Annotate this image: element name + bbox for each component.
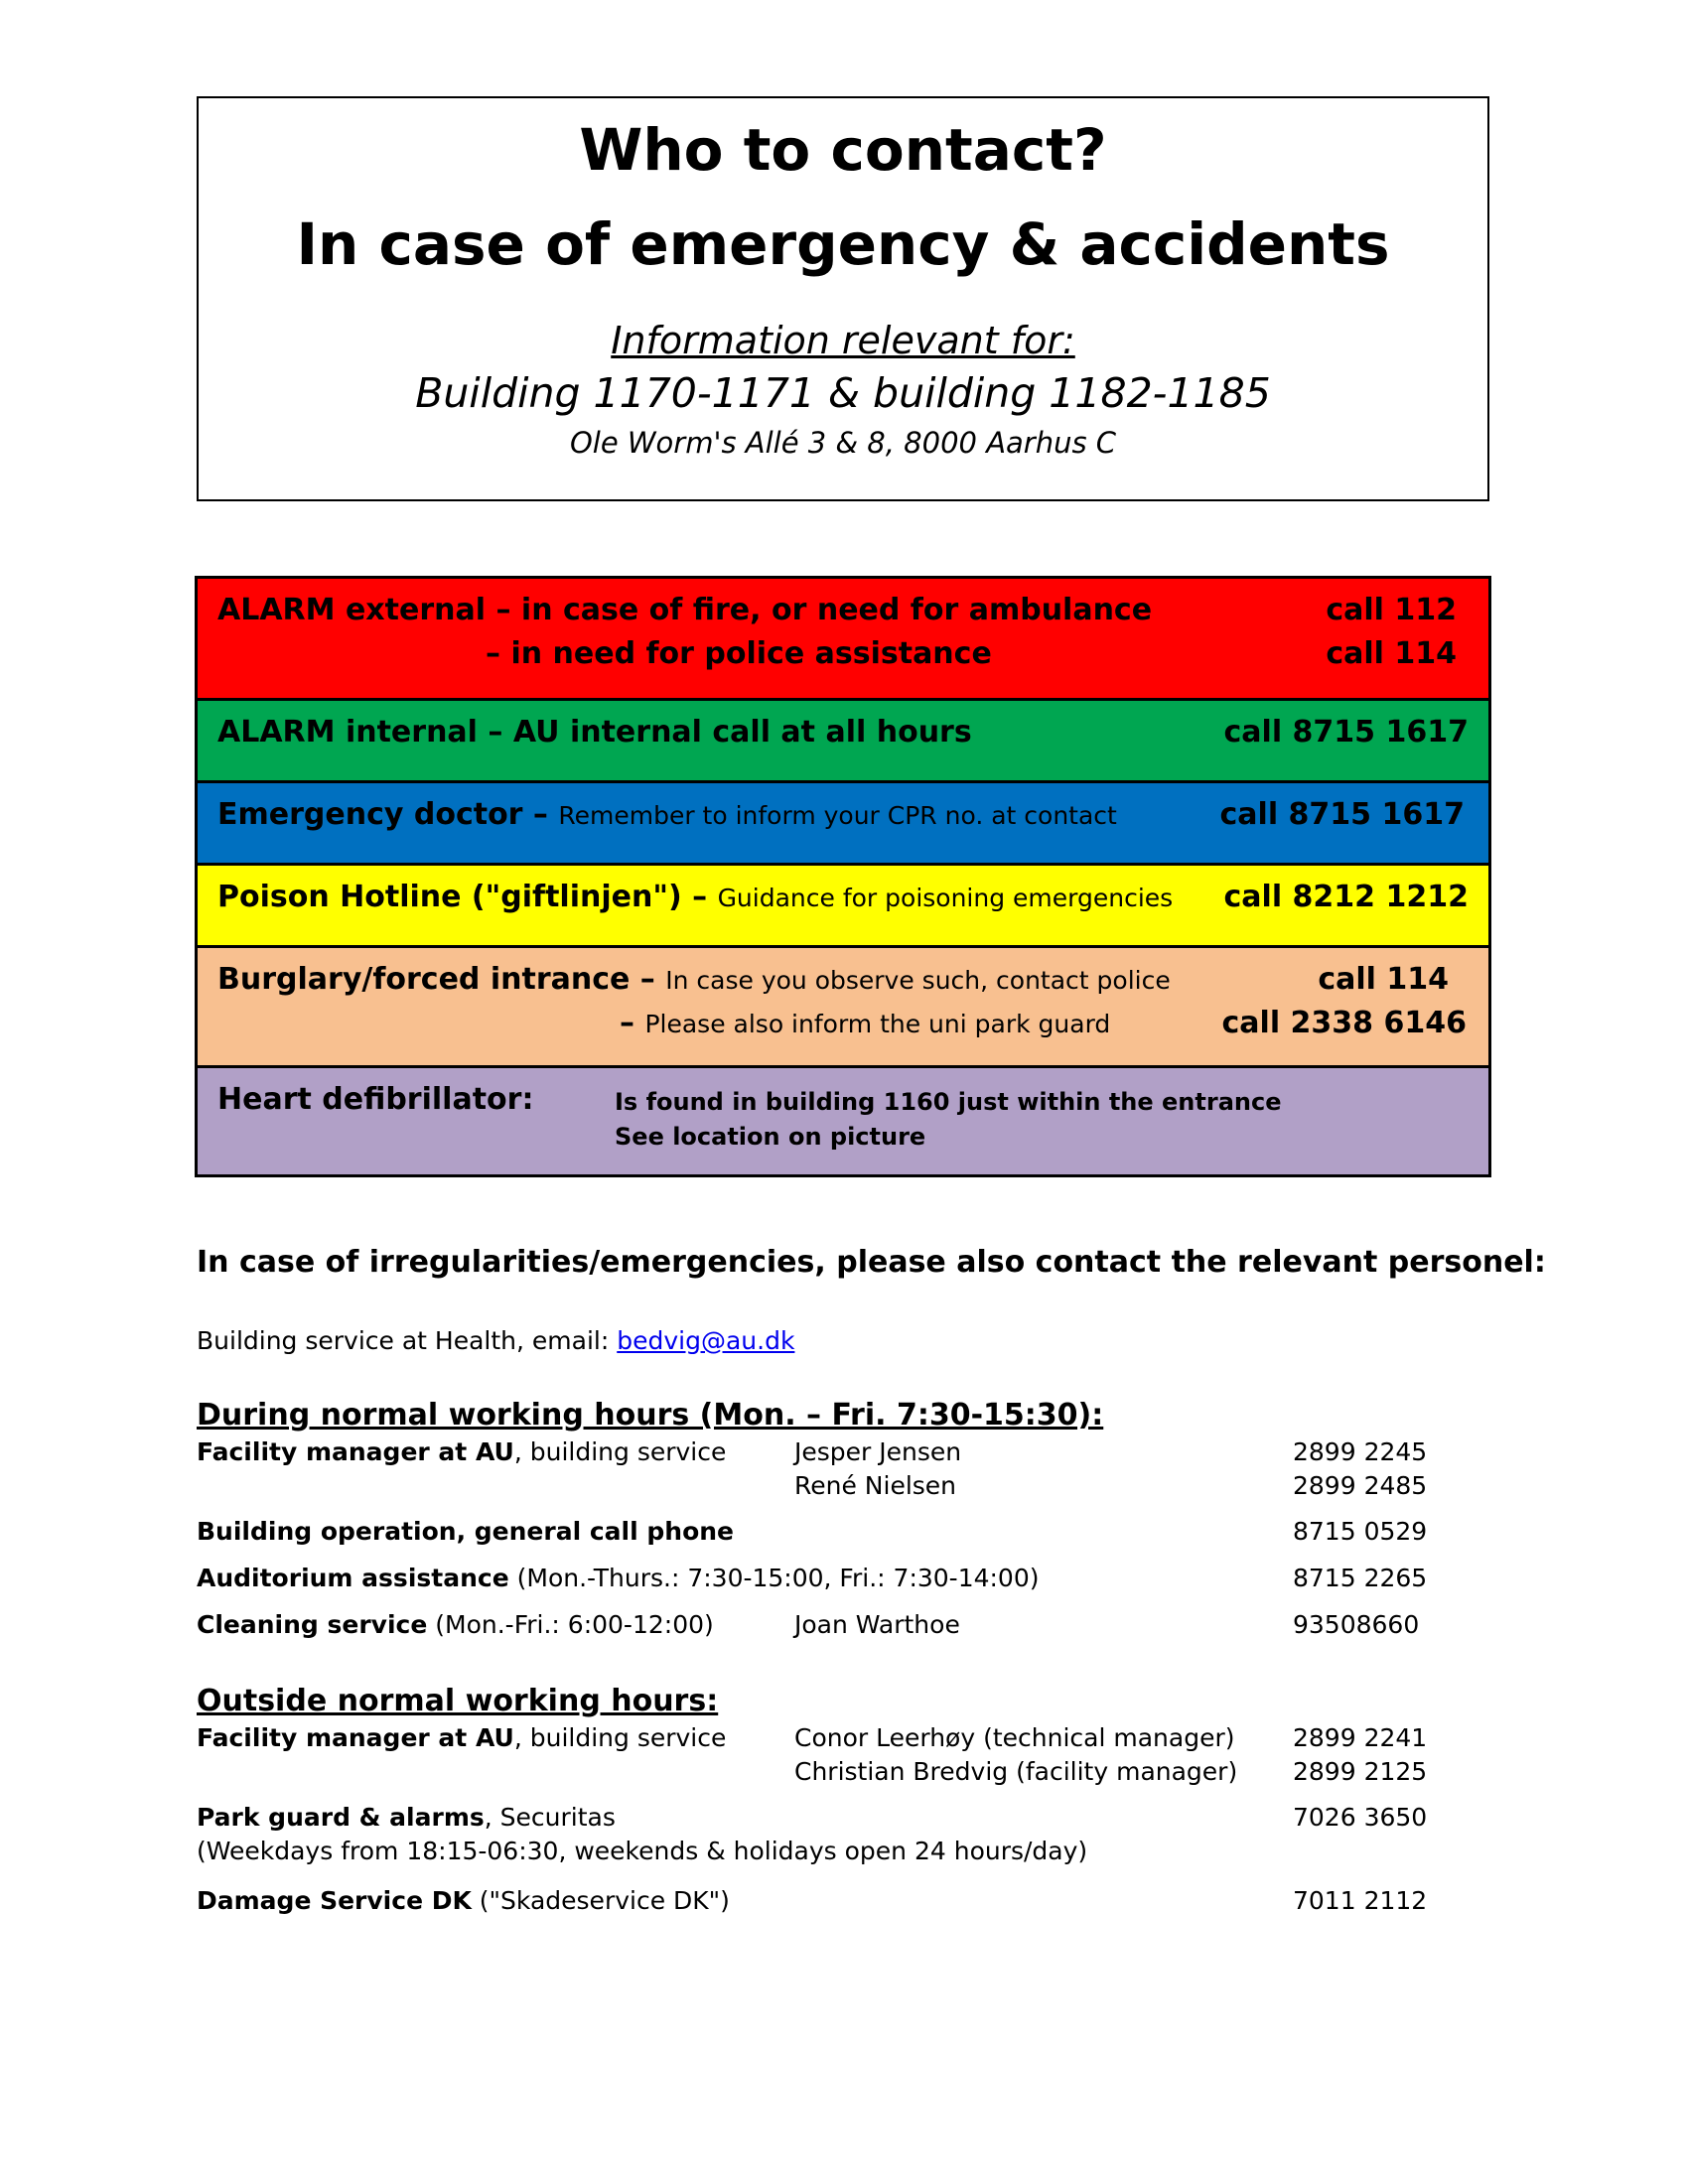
poison-title: Poison Hotline ("giftlinjen") – Guidance for poisoning emergencies — [217, 880, 1174, 914]
row-alarm-external — [198, 579, 1488, 698]
building-service-email-link[interactable]: bedvig@au.dk — [617, 1326, 795, 1355]
burglary-note1: In case you observe such, contact police — [665, 966, 1171, 995]
outside-facility-person2: Christian Bredvig (facility manager) — [794, 1757, 1238, 1786]
defibrillator-location: Is found in building 1160 just within the entrance — [615, 1088, 1282, 1116]
doctor-call: call 8715 1617 — [1219, 797, 1465, 832]
burglary-note2: Please also inform the uni park guard — [644, 1010, 1111, 1038]
park-guard-label: Park guard & alarms, Securitas — [197, 1803, 616, 1832]
normal-facility-label: Facility manager at AU, building service — [197, 1437, 727, 1466]
normal-hours-heading: During normal working hours (Mon. – Fri. 7:30-15:30): — [197, 1398, 1104, 1433]
page-subtitle: In case of emergency & accidents — [296, 210, 1390, 278]
row-alarm-internal — [198, 698, 1488, 780]
poison-call: call 8212 1212 — [1223, 880, 1469, 914]
building-service-line — [197, 1326, 794, 1355]
contacts-heading: In case of irregularities/emergencies, please also contact the relevant personel: — [197, 1245, 1546, 1280]
operation-label: Building operation, general call phone — [197, 1517, 735, 1546]
row-burglary — [198, 945, 1488, 1065]
row-emergency-doctor — [198, 780, 1488, 863]
outside-facility-person1: Conor Leerhøy (technical manager) — [794, 1723, 1235, 1752]
defibrillator-picture-note: See location on picture — [615, 1123, 926, 1151]
normal-facility-phone1: 2899 2245 — [1293, 1437, 1428, 1466]
outside-facility-phone1: 2899 2241 — [1293, 1723, 1428, 1752]
doctor-title: Emergency doctor – Remember to inform your CPR no. at contact — [217, 797, 1117, 832]
auditorium-phone: 8715 2265 — [1293, 1564, 1428, 1592]
outside-facility-phone2: 2899 2125 — [1293, 1757, 1428, 1786]
alarm-internal-call: call 8715 1617 — [1223, 715, 1469, 750]
damage-service-phone: 7011 2112 — [1293, 1886, 1428, 1915]
normal-facility-person2: René Nielsen — [794, 1471, 957, 1500]
alarm-external-line2: – in need for police assistance — [486, 636, 992, 671]
row-defibrillator — [198, 1065, 1488, 1174]
header-box — [197, 96, 1489, 501]
burglary-line2: – Please also inform the uni park guard — [620, 1006, 1111, 1040]
defibrillator-title: Heart defibrillator: — [217, 1082, 534, 1117]
alarm-internal-title: ALARM internal – AU internal call at all hours — [217, 715, 972, 750]
buildings-line: Building 1170-1171 & building 1182-1185 — [415, 369, 1271, 417]
cleaning-phone: 93508660 — [1293, 1610, 1420, 1639]
cleaning-label: Cleaning service (Mon.-Fri.: 6:00-12:00) — [197, 1610, 714, 1639]
damage-service-label: Damage Service DK ("Skadeservice DK") — [197, 1886, 730, 1915]
outside-hours-heading: Outside normal working hours: — [197, 1684, 719, 1718]
operation-phone: 8715 0529 — [1293, 1517, 1428, 1546]
park-guard-hours: (Weekdays from 18:15-06:30, weekends & holidays open 24 hours/day) — [197, 1837, 1088, 1865]
normal-facility-person1: Jesper Jensen — [794, 1437, 962, 1466]
building-service-label: Building service at Health, email: — [197, 1326, 618, 1355]
alarm-external-call-112: call 112 — [1326, 593, 1457, 627]
page-title: Who to contact? — [579, 116, 1107, 184]
poison-note: Guidance for poisoning emergencies — [717, 884, 1174, 912]
burglary-title: Burglary/forced intrance – In case you observe such, contact police — [217, 962, 1171, 997]
alarm-external-line1: ALARM external – in case of fire, or need for ambulance — [217, 593, 1153, 627]
park-guard-phone: 7026 3650 — [1293, 1803, 1428, 1832]
normal-facility-phone2: 2899 2485 — [1293, 1471, 1428, 1500]
auditorium-label: Auditorium assistance (Mon.-Thurs.: 7:30-15:00, Fri.: 7:30-14:00) — [197, 1564, 1040, 1592]
row-poison-hotline — [198, 863, 1488, 945]
address-line: Ole Worm's Allé 3 & 8, 8000 Aarhus C — [569, 426, 1117, 460]
cleaning-person: Joan Warthoe — [794, 1610, 960, 1639]
outside-facility-label: Facility manager at AU, building service — [197, 1723, 727, 1752]
emergency-table — [195, 576, 1491, 1177]
alarm-external-call-114: call 114 — [1326, 636, 1457, 671]
burglary-call-114: call 114 — [1318, 962, 1449, 997]
burglary-call-guard: call 2338 6146 — [1221, 1006, 1467, 1040]
info-label: Information relevant for: — [611, 319, 1075, 362]
doctor-note: Remember to inform your CPR no. at contact — [558, 801, 1117, 830]
